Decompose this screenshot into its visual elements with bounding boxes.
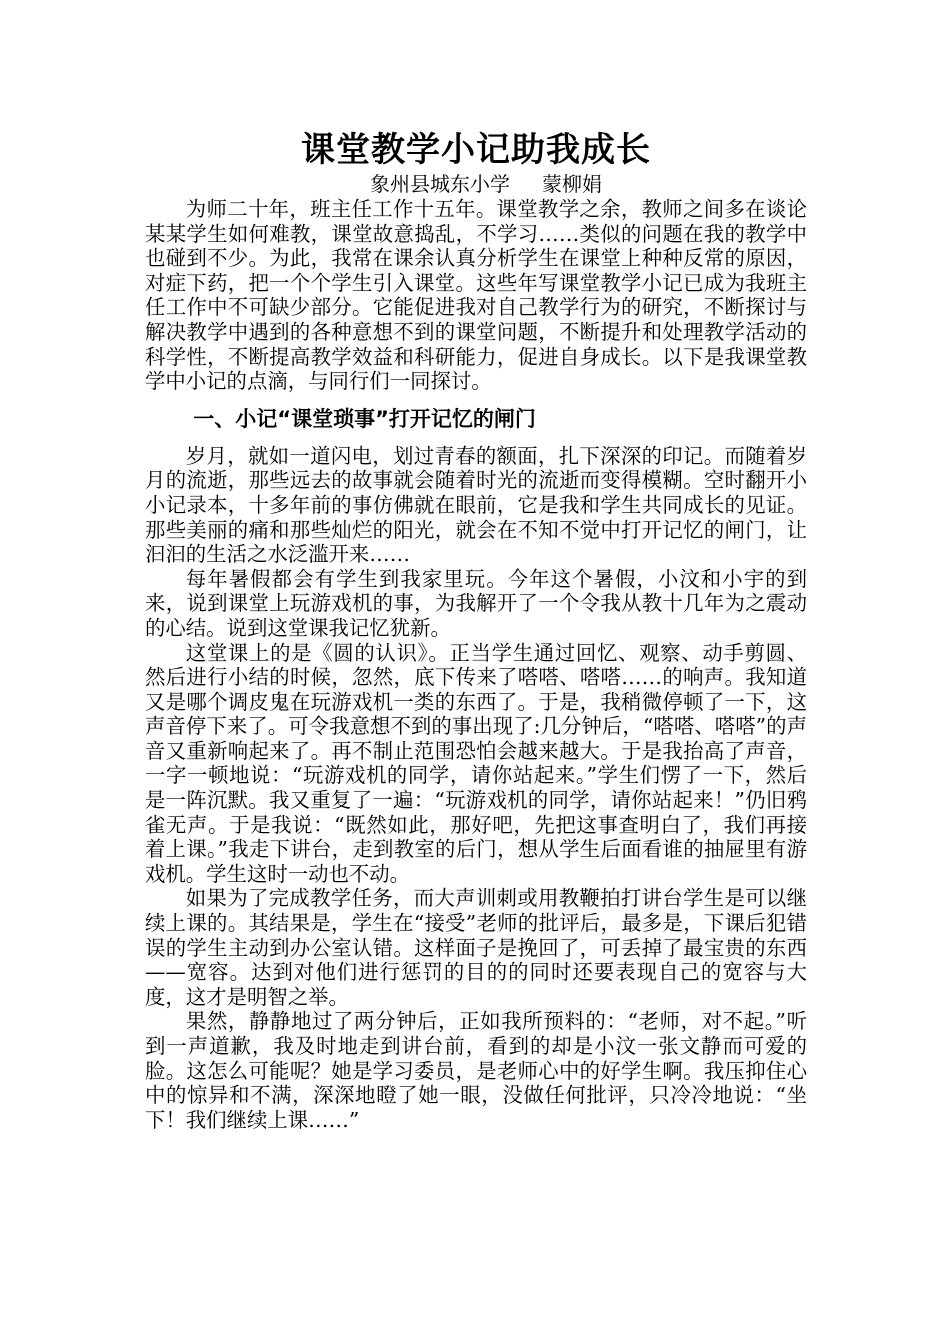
author-line [145, 172, 807, 197]
author-school: 象州县城东小学 [370, 172, 510, 196]
body-paragraph-1: 岁月，就如一道闪电，划过青春的额面，扎下深深的印记。而随着岁月的流逝，那些远去的故事就会随着时光的流逝而变得模糊。空时翻开小小记录本，十多年前的事仿佛就在眼前，它是我和学生共同成长的见证。那些美丽的痛和那些灿烂的阳光，就会在不知不觉中打开记忆的闸门，让汩汩的生活之水泛滥开来…… [145, 443, 807, 567]
body-paragraph-5: 果然，静静地过了两分钟后，正如我所预料的：“老师，对不起。”听到一声道歉，我及时地走到讲台前，看到的却是小汶一张文静而可爱的脸。这怎么可能呢？她是学习委员，是老师心中的好学生啊。我压抑住心中的惊异和不满，深深地瞪了她一眼，没做任何批评，只冷冷地说：“坐下！我们继续上课……” [145, 1009, 807, 1132]
section-heading: 一、小记“课堂琐事”打开记忆的闸门 [193, 406, 536, 431]
document-page [145, 128, 807, 1132]
body-paragraph-3: 这堂课上的是《圆的认识》。正当学生通过回忆、观察、动手剪圆、然后进行小结的时候，忽然，底下传来了嗒嗒、嗒嗒……的响声。我知道又是哪个调皮鬼在玩游戏机一类的东西了。于是，我稍微停顿了一下，这声音停下来了。可令我意想不到的事出现了:几分钟后，“嗒嗒、嗒嗒”的声音又重新响起来了。再不制止范围恐怕会越来越大。于是我抬高了声音，一字一顿地说：“玩游戏机的同学，请你站起来。”学生们愣了一下，然后是一阵沉默。我又重复了一遍：“玩游戏机的同学，请你站起来！”仍旧鸦雀无声。于是我说：“既然如此，那好吧，先把这事查明白了，我们再接着上课。”我走下讲台，走到教室的后门，想从学生后面看谁的抽屉里有游戏机。学生这时一动也不动。 [145, 640, 807, 886]
author-name: 蒙柳娟 [542, 172, 602, 196]
body-paragraph-2: 每年暑假都会有学生到我家里玩。今年这个暑假，小汶和小宇的到来，说到课堂上玩游戏机的事，为我解开了一个令我从教十几年为之震动的心结。说到这堂课我记忆犹新。 [145, 566, 807, 640]
intro-paragraph: 为师二十年，班主任工作十五年。课堂教学之余，教师之间多在谈论某某学生如何难教，课堂故意捣乱，不学习……类似的问题在我的教学中也碰到不少。为此，我常在课余认真分析学生在课堂上种种反常的原因，对症下药，把一个个学生引入课堂。这些年写课堂教学小记已成为我班主任工作中不可缺少部分。它能促进我对自己教学行为的研究，不断探讨与解决教学中遇到的各种意想不到的课堂问题，不断提升和处理教学活动的科学性，不断提高教学效益和科研能力，促进自身成长。以下是我课堂教学中小记的点滴，与同行们一同探讨。 [145, 197, 807, 394]
document-title: 课堂教学小记助我成长 [301, 130, 651, 170]
body-paragraph-4: 如果为了完成教学任务，而大声训刺或用教鞭拍打讲台学生是可以继续上课的。其结果是，学生在“接受”老师的批评后，最多是，下课后犯错误的学生主动到办公室认错。这样面子是挽回了，可丢掉了最宝贵的东西——宽容。达到对他们进行惩罚的目的的同时还要表现自己的宽容与大度，这才是明智之举。 [145, 886, 807, 1009]
